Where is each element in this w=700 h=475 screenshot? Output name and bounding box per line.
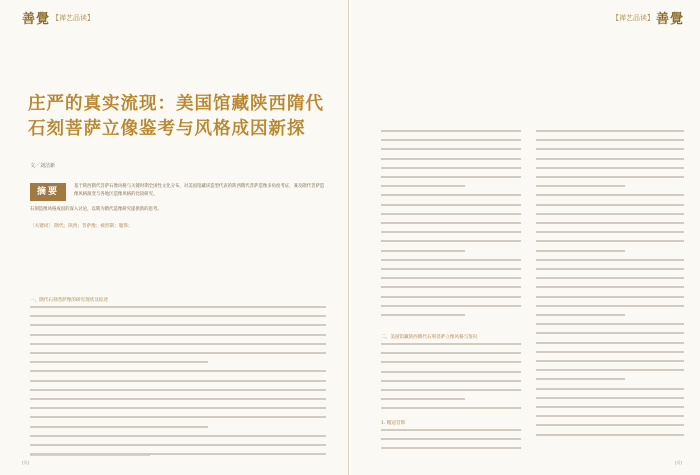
text-line bbox=[381, 407, 521, 409]
article-title: 庄严的真实流现：美国馆藏陕西隋代石刻菩萨立像鉴考与风格成因新探 bbox=[28, 94, 324, 139]
text-line bbox=[30, 444, 326, 446]
text-line bbox=[536, 240, 684, 242]
column-tag: 【禅艺品读】 bbox=[52, 13, 95, 22]
text-line bbox=[381, 447, 521, 449]
text-line bbox=[536, 332, 684, 334]
text-line bbox=[381, 305, 521, 307]
text-line bbox=[30, 407, 326, 409]
text-line bbox=[536, 139, 684, 141]
text-line bbox=[536, 130, 684, 132]
text-line bbox=[536, 415, 684, 417]
section-heading: 二、美国馆藏陕西隋代石刻菩萨立像风格与鉴识 bbox=[381, 335, 478, 340]
text-line bbox=[381, 204, 521, 206]
text-line bbox=[381, 158, 521, 160]
text-line bbox=[536, 185, 625, 187]
text-line bbox=[536, 250, 625, 252]
keywords: ［关键词］ 隋代；陕西；菩萨像；被形制；服饰； bbox=[30, 224, 133, 229]
text-line bbox=[381, 250, 465, 252]
text-line bbox=[536, 314, 625, 316]
text-line bbox=[30, 306, 326, 308]
text-line bbox=[30, 435, 326, 437]
text-line bbox=[536, 424, 684, 426]
abstract-block bbox=[30, 183, 326, 243]
text-line bbox=[536, 167, 684, 169]
text-line bbox=[536, 222, 684, 224]
text-line bbox=[381, 231, 521, 233]
text-line bbox=[536, 388, 684, 390]
text-line bbox=[381, 259, 521, 261]
text-line bbox=[30, 380, 326, 382]
text-line bbox=[381, 286, 521, 288]
text-line bbox=[536, 434, 684, 436]
text-line bbox=[536, 397, 684, 399]
text-line bbox=[536, 148, 684, 150]
text-line bbox=[381, 148, 521, 150]
text-line bbox=[30, 416, 326, 418]
brand-logo: 善覺 bbox=[655, 12, 684, 27]
text-line bbox=[381, 268, 521, 270]
text-line bbox=[381, 130, 521, 132]
text-line bbox=[536, 360, 684, 362]
page-number: [页] bbox=[674, 460, 682, 465]
text-line bbox=[536, 351, 684, 353]
text-line bbox=[30, 389, 326, 391]
text-line bbox=[381, 343, 521, 345]
brand-header bbox=[22, 8, 94, 27]
text-line bbox=[381, 240, 521, 242]
text-line bbox=[536, 204, 684, 206]
text-line bbox=[536, 369, 684, 371]
text-line bbox=[536, 305, 684, 307]
text-line bbox=[381, 167, 521, 169]
text-line bbox=[30, 361, 208, 363]
text-line bbox=[30, 324, 326, 326]
text-line bbox=[536, 268, 684, 270]
text-line bbox=[381, 389, 521, 391]
text-line bbox=[381, 438, 521, 440]
text-line bbox=[536, 342, 684, 344]
text-line bbox=[536, 323, 684, 325]
text-line bbox=[381, 371, 521, 373]
text-line bbox=[381, 352, 521, 354]
text-line bbox=[536, 296, 684, 298]
text-line bbox=[30, 370, 326, 372]
author-line: 文／刘洁新 bbox=[30, 163, 56, 169]
text-line bbox=[536, 176, 684, 178]
text-line bbox=[381, 176, 521, 178]
abstract-text: 基于陕西隋代菩萨石像风格与关键时期全国性文化分布，对美国馆藏该造型代表的陕西隋代菩萨造像多角度考证，兼及隋代菩萨造像风格演变与各地区造像风格的比较研究。 bbox=[74, 184, 325, 197]
brand-logo: 善覺 bbox=[22, 12, 51, 27]
text-line bbox=[381, 429, 521, 431]
text-line bbox=[536, 158, 684, 160]
text-line bbox=[381, 361, 521, 363]
text-line bbox=[536, 213, 684, 215]
abstract-tail: 石刻造像风格成因的深入讨论，以期为隋代造像研究提供新的思考。 bbox=[30, 207, 162, 212]
text-line bbox=[30, 343, 326, 345]
text-line bbox=[381, 194, 521, 196]
text-line bbox=[536, 277, 684, 279]
text-line bbox=[381, 139, 521, 141]
text-line bbox=[536, 194, 684, 196]
text-line bbox=[381, 398, 465, 400]
footnote-rule bbox=[30, 455, 150, 456]
abstract-label: 摘要 bbox=[30, 183, 66, 201]
text-line bbox=[381, 296, 521, 298]
text-line bbox=[381, 277, 521, 279]
page-number: [页] bbox=[22, 460, 30, 465]
text-line bbox=[30, 315, 326, 317]
text-line bbox=[536, 231, 684, 233]
text-line bbox=[381, 222, 521, 224]
text-line bbox=[30, 398, 326, 400]
left-page bbox=[0, 0, 349, 475]
text-line bbox=[381, 185, 465, 187]
text-line bbox=[536, 286, 684, 288]
text-line bbox=[30, 334, 326, 336]
text-line bbox=[30, 352, 326, 354]
right-page bbox=[351, 0, 700, 475]
brand-header bbox=[612, 8, 684, 27]
section-heading: 一、隋代石刻菩萨像的研究现状及综述 bbox=[30, 298, 109, 303]
text-line bbox=[381, 213, 521, 215]
text-line bbox=[381, 314, 465, 316]
text-line bbox=[536, 259, 684, 261]
text-line bbox=[536, 406, 684, 408]
sub-heading: 1. 帽冠首饰 bbox=[381, 421, 406, 426]
text-line bbox=[536, 378, 625, 380]
text-line bbox=[381, 380, 521, 382]
column-tag: 【禅艺品读】 bbox=[611, 13, 654, 22]
text-line bbox=[30, 426, 208, 428]
